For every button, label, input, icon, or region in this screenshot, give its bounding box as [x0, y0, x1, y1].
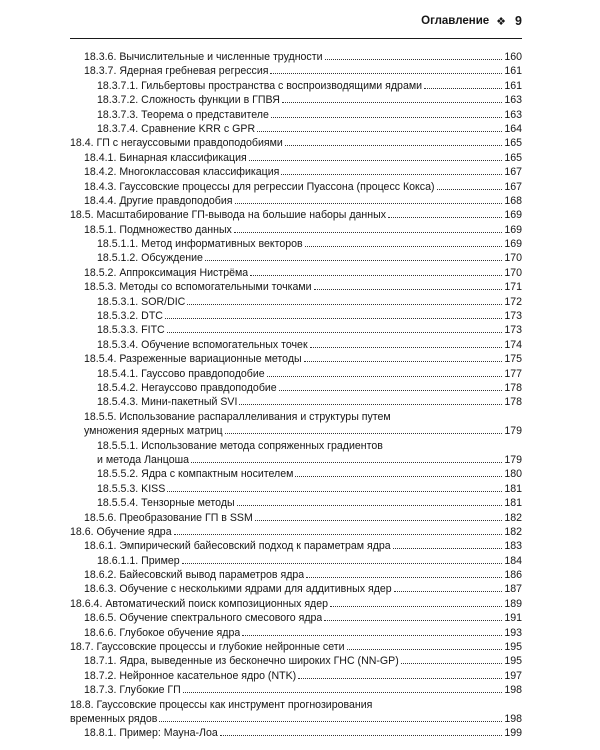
dot-leader: [314, 289, 502, 290]
toc-entry-page: 175: [504, 353, 522, 366]
toc-entry-title: 18.5.3.2. DTC: [97, 310, 163, 323]
toc-entry: [70, 439, 522, 453]
toc-entry-page: 173: [504, 310, 522, 323]
dot-leader: [282, 102, 502, 103]
dot-leader: [281, 174, 502, 175]
toc-entry-title: 18.5.6. Преобразование ГП в SSM: [84, 511, 253, 524]
toc-entry-page: 161: [504, 79, 522, 92]
dot-leader: [285, 145, 502, 146]
toc-entry-title: 18.3.7.1. Гильбертовы пространства с воспроизводящими ядрами: [97, 79, 423, 92]
dot-leader: [167, 332, 502, 333]
toc-entry-page: 187: [504, 583, 522, 596]
toc-entry: [70, 698, 522, 712]
toc-entry-title: 18.6.5. Обучение спектрального смесового ядра: [84, 612, 323, 625]
dot-leader: [330, 606, 502, 607]
toc-entry: [70, 93, 522, 107]
toc-entry-page: 184: [504, 554, 522, 567]
header-rule: [70, 38, 522, 39]
toc-entry-page: 167: [504, 180, 522, 193]
toc-entry: [70, 626, 522, 640]
running-header: [70, 6, 522, 36]
toc-entry-title: 18.5.5.3. KISS: [97, 482, 166, 495]
toc-entry: [70, 223, 522, 237]
toc-entry-title: 18.6.1.1. Пример: [97, 554, 180, 567]
dot-leader: [182, 563, 502, 564]
toc-entry-title: 18.5.3. Методы со вспомогательными точками: [84, 281, 312, 294]
toc-entry: [70, 266, 522, 280]
dot-leader: [191, 462, 502, 463]
toc-entry-page: 170: [504, 252, 522, 265]
toc-entry: [70, 640, 522, 654]
toc-entry: [70, 64, 522, 78]
toc-entry-title: 18.5.4.2. Негауссово правдоподобие: [97, 381, 277, 394]
dot-leader: [437, 189, 502, 190]
toc-entry-page: 179: [504, 425, 522, 438]
toc-entry-title: 18.3.7.4. Сравнение KRR с GPR: [97, 122, 256, 135]
toc-entry-title: 18.8.1. Пример: Мауна-Лоа: [84, 727, 218, 740]
toc-entry: [70, 410, 522, 424]
toc-entry-page: 161: [504, 65, 522, 78]
toc-entry: [70, 539, 522, 553]
toc-entry-title: 18.3.7.2. Сложность функции в ГПВЯ: [97, 94, 280, 107]
toc-entry-page: 169: [504, 223, 522, 236]
toc-entry-title: 18.5.3.1. SOR/DIC: [97, 295, 186, 308]
toc-entry-title: 18.5. Масштабирование ГП-вывода на большие наборы данных: [70, 209, 387, 222]
page-number: 9: [515, 14, 522, 28]
toc-entry-title: 18.3.7.3. Теорема о представителе: [97, 108, 269, 121]
toc-entry: [70, 525, 522, 539]
dot-leader: [235, 203, 503, 204]
toc-entry-page: 182: [504, 511, 522, 524]
toc-entry: [70, 482, 522, 496]
toc-entry-title: 18.6.6. Глубокое обучение ядра: [84, 626, 241, 639]
toc-entry: [70, 424, 522, 438]
toc-entry-title: 18.6.4. Автоматический поиск композиционных ядер: [70, 597, 329, 610]
toc-entry-title: 18.5.4. Разреженные вариационные методы: [84, 353, 302, 366]
toc-entry: [70, 180, 522, 194]
dot-leader: [237, 505, 502, 506]
dot-leader: [310, 347, 502, 348]
toc-entry-page: 160: [504, 51, 522, 63]
toc-entry: [70, 295, 522, 309]
toc-entry-title: 18.5.4.3. Мини-пакетный SVI: [97, 396, 238, 409]
toc-entry-title: 18.3.7. Ядерная гребневая регрессия: [84, 65, 269, 78]
toc-entry-page: 195: [504, 641, 522, 654]
toc-entry: [70, 338, 522, 352]
dot-leader: [295, 476, 502, 477]
toc-entry-page: 173: [504, 324, 522, 337]
toc-entry-page: 165: [504, 151, 522, 164]
toc-entry: [70, 251, 522, 265]
toc-entry: [70, 50, 522, 64]
toc-entry-title: 18.6. Обучение ядра: [70, 525, 172, 538]
toc-entry-title: 18.5.2. Аппроксимация Нистрёма: [84, 266, 249, 279]
toc-entry-title: временных рядов: [70, 712, 158, 725]
toc-entry: [70, 654, 522, 668]
toc-entry: [70, 122, 522, 136]
toc-entry-title: 18.5.4.1. Гауссово правдоподобие: [97, 367, 265, 380]
toc-entry: [70, 309, 522, 323]
toc-entry-title: 18.5.5.4. Тензорные методы: [97, 497, 235, 510]
toc-entry-title: 18.4. ГП с негауссовыми правдоподобиями: [70, 137, 283, 150]
toc-entry: [70, 352, 522, 366]
toc-entry: [70, 237, 522, 251]
toc-entry: [70, 467, 522, 481]
toc-entry-page: 198: [504, 712, 522, 725]
toc-entry-page: 163: [504, 108, 522, 121]
dot-leader: [220, 735, 502, 736]
toc-entry: [70, 323, 522, 337]
toc-entry-page: 169: [504, 209, 522, 222]
toc-entry: [70, 151, 522, 165]
toc-entry-page: 164: [504, 122, 522, 135]
dot-leader: [249, 160, 502, 161]
toc-entry-page: 195: [504, 655, 522, 668]
toc-entry: [70, 108, 522, 122]
diamond-ornament-icon: ❖: [496, 15, 507, 28]
toc-entry: [70, 280, 522, 294]
dot-leader: [393, 548, 502, 549]
toc-entry-page: 165: [504, 137, 522, 150]
toc-entry-page: 167: [504, 166, 522, 179]
toc-entry-title: 18.5.3.4. Обучение вспомогательных точек: [97, 338, 308, 351]
toc-entry: [70, 611, 522, 625]
toc-entry-title: 18.5.1.1. Метод информативных векторов: [97, 238, 303, 251]
dot-leader: [388, 217, 502, 218]
toc-entry-page: 198: [504, 684, 522, 697]
dot-leader: [424, 88, 502, 89]
toc-entry-title: 18.6.2. Байесовский вывод параметров ядра: [84, 569, 305, 582]
dot-leader: [270, 73, 502, 74]
toc-entry: [70, 554, 522, 568]
toc-entry: [70, 597, 522, 611]
toc-entry: [70, 511, 522, 525]
dot-leader: [401, 663, 502, 664]
toc-entry-title: 18.4.4. Другие правдоподобия: [84, 194, 233, 207]
toc-entry-page: 168: [504, 194, 522, 207]
toc-entry-title: 18.4.1. Бинарная классификация: [84, 151, 247, 164]
toc-entry-page: 172: [504, 295, 522, 308]
toc-entry-page: 193: [504, 626, 522, 639]
toc-entry-title: 18.5.5.1. Использование метода сопряженных градиентов: [97, 439, 383, 452]
dot-leader: [225, 433, 502, 434]
toc-entry: [70, 208, 522, 222]
toc-entry-page: 189: [504, 597, 522, 610]
toc-entry-title: 18.5.1. Подмножество данных: [84, 223, 232, 236]
toc-entry-title: 18.7.1. Ядра, выведенные из бесконечно широких ГНС (NN-GP): [84, 655, 399, 668]
dot-leader: [234, 232, 502, 233]
toc-entry: [70, 683, 522, 697]
toc-entry-title: 18.8. Гауссовские процессы как инструмент прогнозирования: [70, 698, 373, 711]
toc-entry-title: умножения ядерных матриц: [84, 425, 223, 438]
toc-entry: [70, 453, 522, 467]
dot-leader: [279, 390, 502, 391]
toc-entry: [70, 79, 522, 93]
toc-entry: [70, 582, 522, 596]
toc-entry-page: 169: [504, 238, 522, 251]
toc-entry-title: 18.7.3. Глубокие ГП: [84, 684, 181, 697]
toc-entry-title: 18.6.1. Эмпирический байесовский подход к параметрам ядра: [84, 540, 391, 553]
toc-entry-page: 197: [504, 669, 522, 682]
toc-entry-title: 18.6.3. Обучение с несколькими ядрами для аддитивных ядер: [84, 583, 392, 596]
toc-entry: [70, 381, 522, 395]
dot-leader: [305, 246, 502, 247]
dot-leader: [174, 534, 502, 535]
dot-leader: [325, 59, 502, 60]
toc-entry-title: 18.7.2. Нейронное касательное ядро (NTK): [84, 669, 297, 682]
toc-entry-page: 163: [504, 94, 522, 107]
toc-entry-page: 178: [504, 396, 522, 409]
toc-entry-page: 179: [504, 453, 522, 466]
dot-leader: [183, 692, 502, 693]
toc-entry-page: 171: [504, 281, 522, 294]
dot-leader: [267, 376, 502, 377]
toc-entry-page: 186: [504, 569, 522, 582]
toc-entry-title: и метода Ланцоша: [97, 453, 190, 466]
toc-entry-page: 181: [504, 497, 522, 510]
dot-leader: [298, 678, 502, 679]
toc-entry-page: 182: [504, 525, 522, 538]
dot-leader: [167, 491, 502, 492]
dot-leader: [205, 260, 502, 261]
toc-entry-title: 18.3.6. Вычислительные и численные трудности: [84, 51, 323, 63]
dot-leader: [159, 721, 502, 722]
toc-entry: [70, 194, 522, 208]
toc-entry: [70, 712, 522, 726]
toc-entry-title: 18.4.3. Гауссовские процессы для регрессии Пуассона (процесс Кокса): [84, 180, 435, 193]
dot-leader: [187, 304, 502, 305]
toc-entry: [70, 568, 522, 582]
dot-leader: [255, 520, 502, 521]
toc-entry-title: 18.5.3.3. FITC: [97, 324, 165, 337]
toc-entry: [70, 395, 522, 409]
toc-entry: [70, 136, 522, 150]
dot-leader: [239, 404, 502, 405]
dot-leader: [306, 577, 502, 578]
toc-entry-page: 180: [504, 468, 522, 481]
dot-leader: [257, 131, 502, 132]
toc-entry-page: 174: [504, 338, 522, 351]
dot-leader: [271, 117, 502, 118]
toc-entry-title: 18.5.1.2. Обсуждение: [97, 252, 203, 265]
toc-entry: [70, 367, 522, 381]
toc-entry: [70, 165, 522, 179]
toc-entry-title: 18.5.5. Использование распараллеливания и структуры путем: [84, 410, 391, 423]
toc-entry-title: 18.5.5.2. Ядра с компактным носителем: [97, 468, 294, 481]
toc-entry-page: 177: [504, 367, 522, 380]
dot-leader: [324, 620, 502, 621]
toc-entry-page: 170: [504, 266, 522, 279]
toc-entry-page: 191: [504, 612, 522, 625]
running-header-title: Оглавление: [421, 15, 490, 27]
table-of-contents: [70, 50, 522, 741]
dot-leader: [250, 275, 502, 276]
dot-leader: [347, 649, 502, 650]
dot-leader: [304, 361, 502, 362]
toc-entry-page: 181: [504, 482, 522, 495]
dot-leader: [242, 635, 502, 636]
toc-entry: [70, 726, 522, 740]
toc-entry-page: 178: [504, 381, 522, 394]
dot-leader: [394, 591, 502, 592]
toc-entry-title: 18.4.2. Многоклассовая классификация: [84, 166, 280, 179]
toc-entry: [70, 496, 522, 510]
toc-entry-page: 183: [504, 540, 522, 553]
dot-leader: [165, 318, 502, 319]
toc-entry: [70, 669, 522, 683]
toc-entry-page: 199: [504, 727, 522, 740]
toc-entry-title: 18.7. Гауссовские процессы и глубокие нейронные сети: [70, 641, 345, 654]
